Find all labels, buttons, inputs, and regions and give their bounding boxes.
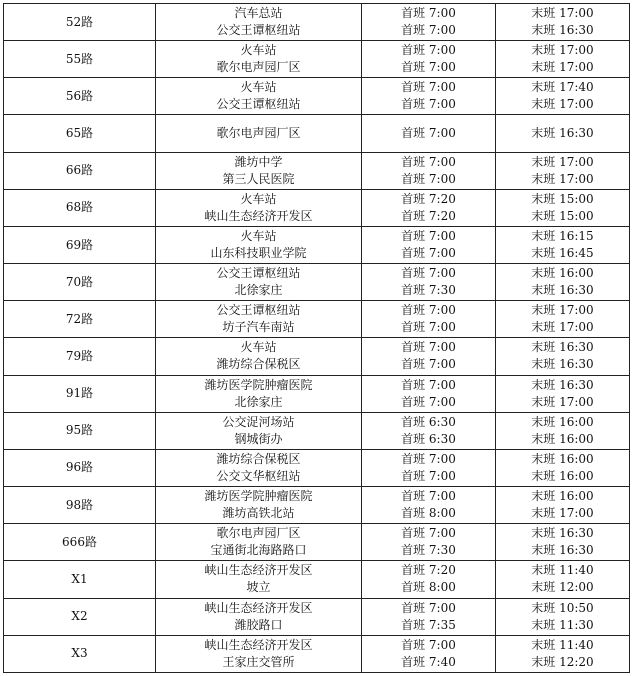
first-lines xyxy=(362,191,495,225)
first-bus-time: 首班 7:30 xyxy=(401,543,456,558)
last-bus-time: 末班 16:00 xyxy=(531,489,594,504)
route-number-cell: 95路 xyxy=(4,412,156,449)
terminal-stop: 峡山生态经济开发区 xyxy=(204,208,313,223)
stops-lines xyxy=(156,42,361,76)
last-bus-time: 末班 16:00 xyxy=(531,414,594,429)
terminal-stop: 北徐家庄 xyxy=(234,283,283,298)
terminal-stop: 火车站 xyxy=(240,191,277,206)
terminal-stop: 潍坊中学 xyxy=(234,154,283,169)
first-bus-time: 首班 7:40 xyxy=(401,654,456,669)
terminal-stop: 宝通街北海路路口 xyxy=(210,543,307,558)
route-number-cell: 55路 xyxy=(4,41,156,78)
first-bus-cell xyxy=(362,264,496,301)
last-bus-time: 末班 17:00 xyxy=(531,97,594,112)
last-bus-time: 末班 16:00 xyxy=(531,431,594,446)
terminal-stops-cell xyxy=(156,4,362,41)
terminal-stop: 汽车总站 xyxy=(234,6,283,21)
last-bus-time: 末班 16:00 xyxy=(531,266,594,281)
stops-lines xyxy=(156,5,361,39)
first-bus-cell xyxy=(362,524,496,561)
first-bus-time: 首班 7:00 xyxy=(401,43,456,58)
first-bus-time: 首班 7:00 xyxy=(401,6,456,21)
first-bus-time: 首班 7:00 xyxy=(401,154,456,169)
stops-lines xyxy=(156,125,361,142)
terminal-stops-cell xyxy=(156,78,362,115)
last-bus-cell xyxy=(496,78,630,115)
stops-lines xyxy=(156,339,361,373)
table-row xyxy=(4,375,630,412)
first-lines xyxy=(362,125,495,142)
terminal-stop: 公交文华枢纽站 xyxy=(216,468,301,483)
last-lines xyxy=(496,125,629,142)
first-lines xyxy=(362,637,495,671)
last-bus-time: 末班 17:00 xyxy=(531,154,594,169)
table-row xyxy=(4,338,630,375)
stops-lines xyxy=(156,525,361,559)
last-lines xyxy=(496,488,629,522)
terminal-stops-cell xyxy=(156,635,362,672)
last-bus-time: 末班 17:00 xyxy=(531,320,594,335)
last-bus-cell xyxy=(496,598,630,635)
first-lines xyxy=(362,414,495,448)
terminal-stop: 北徐家庄 xyxy=(234,394,283,409)
first-bus-time: 首班 7:20 xyxy=(401,191,456,206)
table-row xyxy=(4,4,630,41)
last-bus-cell xyxy=(496,41,630,78)
last-bus-cell xyxy=(496,189,630,226)
terminal-stop: 火车站 xyxy=(240,229,277,244)
first-bus-time: 首班 7:20 xyxy=(401,563,456,578)
bus-timetable xyxy=(3,3,630,673)
last-bus-cell xyxy=(496,264,630,301)
last-lines xyxy=(496,600,629,634)
route-number-cell: 666路 xyxy=(4,524,156,561)
terminal-stops-cell xyxy=(156,449,362,486)
first-bus-cell xyxy=(362,449,496,486)
route-number-cell: 79路 xyxy=(4,338,156,375)
table-row xyxy=(4,561,630,598)
first-bus-time: 首班 7:00 xyxy=(401,357,456,372)
first-bus-time: 首班 7:00 xyxy=(401,637,456,652)
stops-lines xyxy=(156,414,361,448)
table-row xyxy=(4,412,630,449)
route-number-cell: 56路 xyxy=(4,78,156,115)
last-bus-time: 末班 11:30 xyxy=(531,617,594,632)
route-number-cell: 72路 xyxy=(4,301,156,338)
stops-lines xyxy=(156,488,361,522)
route-number-cell: 96路 xyxy=(4,449,156,486)
first-bus-cell xyxy=(362,635,496,672)
route-number-cell: 65路 xyxy=(4,115,156,152)
first-bus-time: 首班 7:00 xyxy=(401,23,456,38)
last-bus-time: 末班 16:45 xyxy=(531,246,594,261)
first-bus-cell xyxy=(362,301,496,338)
last-bus-time: 末班 16:30 xyxy=(531,126,594,141)
first-bus-time: 首班 7:00 xyxy=(401,80,456,95)
terminal-stop: 坡立 xyxy=(246,580,271,595)
first-bus-cell xyxy=(362,152,496,189)
terminal-stop: 王家庄交管所 xyxy=(222,654,295,669)
first-bus-time: 首班 7:00 xyxy=(401,451,456,466)
first-bus-cell xyxy=(362,115,496,152)
first-bus-time: 首班 7:00 xyxy=(401,377,456,392)
terminal-stops-cell xyxy=(156,41,362,78)
first-lines xyxy=(362,562,495,596)
terminal-stop: 坊子汽车南站 xyxy=(222,320,295,335)
first-bus-time: 首班 7:00 xyxy=(401,526,456,541)
stops-lines xyxy=(156,637,361,671)
terminal-stop: 潍坊医学院肿瘤医院 xyxy=(204,377,313,392)
first-bus-time: 首班 7:00 xyxy=(401,229,456,244)
terminal-stop: 火车站 xyxy=(240,80,277,95)
route-number-cell: 69路 xyxy=(4,226,156,263)
route-number-cell: 52路 xyxy=(4,4,156,41)
last-bus-cell xyxy=(496,487,630,524)
terminal-stops-cell xyxy=(156,412,362,449)
last-bus-cell xyxy=(496,152,630,189)
last-lines xyxy=(496,562,629,596)
last-bus-time: 末班 12:00 xyxy=(531,580,594,595)
last-lines xyxy=(496,154,629,188)
terminal-stops-cell xyxy=(156,226,362,263)
stops-lines xyxy=(156,265,361,299)
last-bus-cell xyxy=(496,449,630,486)
table-row xyxy=(4,301,630,338)
last-bus-time: 末班 17:00 xyxy=(531,394,594,409)
last-lines xyxy=(496,525,629,559)
terminal-stop: 火车站 xyxy=(240,43,277,58)
first-lines xyxy=(362,377,495,411)
terminal-stop: 公交王谭枢纽站 xyxy=(216,97,301,112)
last-bus-cell xyxy=(496,115,630,152)
last-bus-cell xyxy=(496,412,630,449)
last-bus-cell xyxy=(496,375,630,412)
terminal-stop: 公交王谭枢纽站 xyxy=(216,23,301,38)
route-number-cell: 66路 xyxy=(4,152,156,189)
terminal-stop: 潍坊综合保税区 xyxy=(216,451,301,466)
last-bus-time: 末班 16:30 xyxy=(531,526,594,541)
terminal-stop: 公交王谭枢纽站 xyxy=(216,303,301,318)
first-bus-time: 首班 7:00 xyxy=(401,126,456,141)
table-row xyxy=(4,524,630,561)
terminal-stop: 峡山生态经济开发区 xyxy=(204,600,313,615)
last-bus-time: 末班 17:40 xyxy=(531,80,594,95)
route-number-cell: 91路 xyxy=(4,375,156,412)
route-number-cell: 70路 xyxy=(4,264,156,301)
first-bus-time: 首班 7:00 xyxy=(401,468,456,483)
last-bus-time: 末班 16:00 xyxy=(531,451,594,466)
last-bus-time: 末班 16:30 xyxy=(531,340,594,355)
last-bus-time: 末班 17:00 xyxy=(531,506,594,521)
table-row xyxy=(4,78,630,115)
terminal-stops-cell xyxy=(156,152,362,189)
table-row xyxy=(4,41,630,78)
last-lines xyxy=(496,637,629,671)
stops-lines xyxy=(156,377,361,411)
first-bus-time: 首班 7:00 xyxy=(401,394,456,409)
terminal-stop: 潍坊医学院肿瘤医院 xyxy=(204,489,313,504)
first-bus-time: 首班 7:00 xyxy=(401,320,456,335)
first-bus-cell xyxy=(362,226,496,263)
first-bus-cell xyxy=(362,375,496,412)
stops-lines xyxy=(156,191,361,225)
first-bus-cell xyxy=(362,41,496,78)
route-number-cell: X2 xyxy=(4,598,156,635)
table-row xyxy=(4,189,630,226)
terminal-stop: 公交浞河场站 xyxy=(222,414,295,429)
terminal-stop: 火车站 xyxy=(240,340,277,355)
first-bus-time: 首班 8:00 xyxy=(401,580,456,595)
terminal-stops-cell xyxy=(156,338,362,375)
last-bus-time: 末班 16:30 xyxy=(531,377,594,392)
last-bus-time: 末班 10:50 xyxy=(531,600,594,615)
stops-lines xyxy=(156,600,361,634)
first-bus-cell xyxy=(362,561,496,598)
terminal-stop: 歌尔电声园厂区 xyxy=(216,60,301,75)
last-lines xyxy=(496,414,629,448)
first-bus-time: 首班 8:00 xyxy=(401,506,456,521)
terminal-stops-cell xyxy=(156,301,362,338)
terminal-stops-cell xyxy=(156,598,362,635)
last-lines xyxy=(496,451,629,485)
terminal-stops-cell xyxy=(156,375,362,412)
stops-lines xyxy=(156,79,361,113)
first-bus-cell xyxy=(362,189,496,226)
first-lines xyxy=(362,488,495,522)
last-bus-time: 末班 16:15 xyxy=(531,229,594,244)
last-lines xyxy=(496,265,629,299)
last-lines xyxy=(496,302,629,336)
first-bus-cell xyxy=(362,78,496,115)
first-bus-time: 首班 7:20 xyxy=(401,208,456,223)
last-bus-cell xyxy=(496,635,630,672)
first-bus-cell xyxy=(362,338,496,375)
last-bus-time: 末班 16:30 xyxy=(531,543,594,558)
first-bus-time: 首班 7:00 xyxy=(401,303,456,318)
last-bus-time: 末班 16:30 xyxy=(531,283,594,298)
terminal-stops-cell xyxy=(156,189,362,226)
stops-lines xyxy=(156,302,361,336)
terminal-stop: 潍坊高铁北站 xyxy=(222,506,295,521)
first-bus-time: 首班 7:00 xyxy=(401,340,456,355)
first-bus-time: 首班 7:00 xyxy=(401,97,456,112)
table-row xyxy=(4,449,630,486)
timetable-body xyxy=(4,4,630,673)
first-lines xyxy=(362,79,495,113)
terminal-stop: 峡山生态经济开发区 xyxy=(204,637,313,652)
first-bus-cell xyxy=(362,412,496,449)
last-bus-time: 末班 17:00 xyxy=(531,171,594,186)
table-row xyxy=(4,152,630,189)
first-bus-cell xyxy=(362,598,496,635)
last-lines xyxy=(496,191,629,225)
last-bus-time: 末班 12:20 xyxy=(531,654,594,669)
last-bus-time: 末班 15:00 xyxy=(531,208,594,223)
first-bus-time: 首班 7:30 xyxy=(401,283,456,298)
terminal-stop: 歌尔电声园厂区 xyxy=(216,526,301,541)
first-bus-time: 首班 6:30 xyxy=(401,431,456,446)
last-bus-time: 末班 11:40 xyxy=(531,637,594,652)
last-bus-time: 末班 17:00 xyxy=(531,303,594,318)
stops-lines xyxy=(156,154,361,188)
terminal-stop: 歌尔电声园厂区 xyxy=(216,126,301,141)
stops-lines xyxy=(156,451,361,485)
first-bus-time: 首班 7:00 xyxy=(401,266,456,281)
first-bus-time: 首班 7:35 xyxy=(401,617,456,632)
last-bus-cell xyxy=(496,4,630,41)
last-lines xyxy=(496,5,629,39)
first-bus-time: 首班 7:00 xyxy=(401,600,456,615)
terminal-stops-cell xyxy=(156,524,362,561)
last-lines xyxy=(496,339,629,373)
last-bus-time: 末班 17:00 xyxy=(531,43,594,58)
first-lines xyxy=(362,5,495,39)
terminal-stop: 潍坊综合保税区 xyxy=(216,357,301,372)
last-bus-cell xyxy=(496,226,630,263)
first-lines xyxy=(362,42,495,76)
first-bus-time: 首班 6:30 xyxy=(401,414,456,429)
terminal-stop: 公交王谭枢纽站 xyxy=(216,266,301,281)
table-row xyxy=(4,487,630,524)
first-bus-time: 首班 7:00 xyxy=(401,171,456,186)
first-lines xyxy=(362,228,495,262)
first-bus-cell xyxy=(362,487,496,524)
route-number-cell: X3 xyxy=(4,635,156,672)
last-bus-time: 末班 17:00 xyxy=(531,60,594,75)
last-lines xyxy=(496,377,629,411)
first-lines xyxy=(362,265,495,299)
terminal-stop: 山东科技职业学院 xyxy=(210,246,307,261)
last-bus-time: 末班 16:30 xyxy=(531,23,594,38)
first-lines xyxy=(362,302,495,336)
terminal-stop: 钢城街办 xyxy=(234,431,283,446)
terminal-stops-cell xyxy=(156,115,362,152)
last-bus-time: 末班 16:30 xyxy=(531,357,594,372)
stops-lines xyxy=(156,562,361,596)
table-row xyxy=(4,264,630,301)
last-bus-time: 末班 15:00 xyxy=(531,191,594,206)
stops-lines xyxy=(156,228,361,262)
last-bus-cell xyxy=(496,338,630,375)
last-lines xyxy=(496,42,629,76)
first-lines xyxy=(362,339,495,373)
last-lines xyxy=(496,228,629,262)
last-bus-cell xyxy=(496,301,630,338)
table-row xyxy=(4,115,630,152)
terminal-stops-cell xyxy=(156,561,362,598)
last-bus-cell xyxy=(496,561,630,598)
first-bus-cell xyxy=(362,4,496,41)
last-bus-time: 末班 11:40 xyxy=(531,563,594,578)
first-bus-time: 首班 7:00 xyxy=(401,60,456,75)
first-lines xyxy=(362,525,495,559)
first-lines xyxy=(362,451,495,485)
terminal-stop: 潍胶路口 xyxy=(234,617,283,632)
terminal-stop: 峡山生态经济开发区 xyxy=(204,563,313,578)
route-number-cell: 98路 xyxy=(4,487,156,524)
terminal-stop: 第三人民医院 xyxy=(222,171,295,186)
terminal-stops-cell xyxy=(156,264,362,301)
last-bus-time: 末班 16:00 xyxy=(531,468,594,483)
first-bus-time: 首班 7:00 xyxy=(401,489,456,504)
first-lines xyxy=(362,154,495,188)
table-row xyxy=(4,598,630,635)
last-lines xyxy=(496,79,629,113)
first-bus-time: 首班 7:00 xyxy=(401,246,456,261)
last-bus-cell xyxy=(496,524,630,561)
first-lines xyxy=(362,600,495,634)
route-number-cell: 68路 xyxy=(4,189,156,226)
route-number-cell: X1 xyxy=(4,561,156,598)
table-row xyxy=(4,226,630,263)
table-row xyxy=(4,635,630,672)
last-bus-time: 末班 17:00 xyxy=(531,6,594,21)
terminal-stops-cell xyxy=(156,487,362,524)
